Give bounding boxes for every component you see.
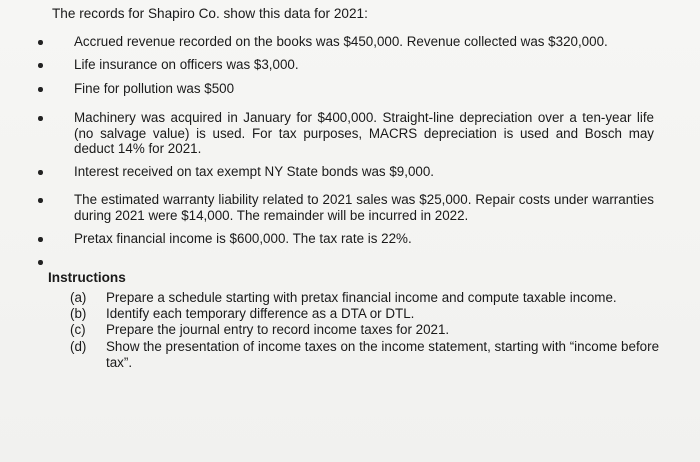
document-heading: The records for Shapiro Co. show this data for 2021:	[52, 6, 368, 21]
instruction-label: (c)	[70, 322, 86, 337]
list-item-text: Machinery was acquired in January for $400,000. Straight-line depreciation over a ten-year life (no salvage value) is used. For tax purposes, MACRS depreciation is used and Bosch may deduct 14% for 2021.	[74, 110, 654, 156]
instruction-text: Identify each temporary difference as a DTA or DTL.	[106, 306, 415, 321]
bullet-icon	[38, 260, 43, 265]
instruction-label: (b)	[70, 306, 87, 321]
list-item-text: The estimated warranty liability related to 2021 sales was $25,000. Repair costs under warranties during 2021 were $14,000. The remainder will be incurred in 2022.	[74, 192, 654, 223]
instruction-text: Show the presentation of income taxes on the income statement, starting with “income before tax”.	[106, 339, 660, 370]
bullet-icon	[38, 170, 43, 175]
list-item-text: Fine for pollution was $500	[74, 81, 235, 96]
bullet-icon	[38, 198, 43, 203]
instructions-title: Instructions	[48, 270, 126, 285]
list-item-text: Interest received on tax exempt NY State bonds was $9,000.	[74, 164, 435, 179]
bullet-icon	[38, 40, 43, 45]
bullet-icon	[38, 87, 43, 92]
instruction-label: (a)	[70, 290, 87, 305]
list-item-text: Accrued revenue recorded on the books was $450,000. Revenue collected was $320,000.	[74, 34, 608, 49]
bullet-icon	[38, 116, 43, 121]
bullet-icon	[38, 63, 43, 68]
list-item-text: Life insurance on officers was $3,000.	[74, 57, 299, 72]
instruction-label: (d)	[70, 339, 87, 354]
instruction-text: Prepare a schedule starting with pretax financial income and compute taxable income.	[106, 290, 617, 305]
bullet-icon	[38, 237, 43, 242]
list-item-text: Pretax financial income is $600,000. The tax rate is 22%.	[74, 231, 412, 246]
instruction-text: Prepare the journal entry to record income taxes for 2021.	[106, 322, 450, 337]
